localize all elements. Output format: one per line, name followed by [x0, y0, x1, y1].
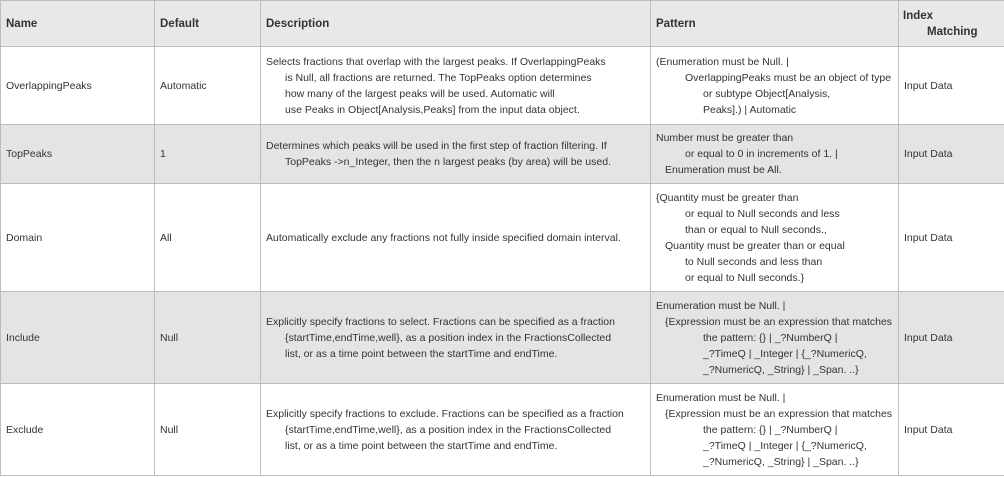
option-description [261, 125, 651, 184]
pattern-line: or equal to Null seconds.} [685, 271, 805, 284]
header-index-matching [899, 1, 1004, 47]
table-row [1, 47, 1004, 125]
option-description [261, 47, 651, 125]
header-name: Name [1, 1, 155, 47]
pattern-line: or equal to Null seconds and less [685, 207, 840, 220]
pattern-line: Peaks].) | Automatic [703, 103, 797, 116]
description-line: {startTime,endTime,well}, as a position index in the FractionsCollected [285, 423, 612, 436]
option-name: Domain [1, 184, 155, 292]
description-line: list, or as a time point between the startTime and endTime. [285, 439, 558, 452]
description-line: Explicitly specify fractions to select. Fractions can be specified as a fraction [266, 315, 615, 328]
pattern-line: OverlappingPeaks must be an object of type [685, 71, 892, 84]
option-pattern [651, 384, 899, 476]
pattern-line: or subtype Object[Analysis, [703, 87, 831, 100]
description-line: how many of the largest peaks will be used. Automatic will [285, 87, 555, 100]
description-line: Determines which peaks will be used in the first step of fraction filtering. If [266, 140, 607, 152]
option-default: Null [155, 384, 261, 476]
table-row [1, 125, 1004, 184]
pattern-line: Enumeration must be All. [665, 164, 782, 176]
option-name: Exclude [1, 384, 155, 476]
pattern-line: _?TimeQ | _Integer | {_?NumericQ, [703, 439, 867, 452]
option-name: TopPeaks [1, 125, 155, 184]
option-description [261, 292, 651, 384]
option-index-matching: Input Data [899, 184, 1004, 292]
description-line: is Null, all fractions are returned. The TopPeaks option determines [285, 71, 592, 84]
pattern-line: or equal to 0 in increments of 1. | [685, 148, 838, 160]
description-line: {startTime,endTime,well}, as a position index in the FractionsCollected [285, 331, 612, 344]
header-default: Default [155, 1, 261, 47]
description-line: Automatically exclude any fractions not fully inside specified domain interval. [266, 231, 621, 244]
pattern-line: Quantity must be greater than or equal [665, 239, 845, 252]
pattern-line: {Expression must be an expression that matches [665, 315, 893, 328]
description-line: Explicitly specify fractions to exclude. Fractions can be specified as a fraction [266, 407, 624, 420]
pattern-line: Enumeration must be Null. | [656, 299, 786, 312]
option-index-matching: Input Data [899, 47, 1004, 125]
option-description [261, 384, 651, 476]
pattern-line: Enumeration must be Null. | [656, 391, 786, 404]
pattern-line: than or equal to Null seconds., [685, 223, 827, 236]
option-index-matching: Input Data [899, 292, 1004, 384]
header-description: Description [261, 1, 651, 47]
option-default: Null [155, 292, 261, 384]
pattern-line: {Expression must be an expression that matches [665, 407, 893, 420]
pattern-line: Number must be greater than [656, 132, 794, 144]
option-default: Automatic [155, 47, 261, 125]
option-index-matching: Input Data [899, 125, 1004, 184]
pattern-line: (Enumeration must be Null. | [656, 55, 789, 68]
pattern-line: _?NumericQ, _String} | _Span. ..} [703, 363, 859, 376]
option-pattern [651, 47, 899, 125]
pattern-line: _?NumericQ, _String} | _Span. ..} [703, 455, 859, 468]
pattern-line: to Null seconds and less than [685, 255, 823, 268]
option-pattern [651, 292, 899, 384]
option-description [261, 184, 651, 292]
table-row [1, 384, 1004, 476]
option-default: 1 [155, 125, 261, 184]
description-line: Selects fractions that overlap with the largest peaks. If OverlappingPeaks [266, 55, 606, 68]
table-row [1, 292, 1004, 384]
description-line: list, or as a time point between the startTime and endTime. [285, 347, 558, 360]
option-pattern [651, 125, 899, 184]
option-default: All [155, 184, 261, 292]
table-row [1, 184, 1004, 292]
option-name: OverlappingPeaks [1, 47, 155, 125]
description-line: use Peaks in Object[Analysis,Peaks] from the input data object. [285, 103, 580, 116]
pattern-line: the pattern: {} | _?NumberQ | [703, 331, 838, 344]
header-index-line1: Index [903, 9, 934, 22]
pattern-line: _?TimeQ | _Integer | {_?NumericQ, [703, 347, 867, 360]
header-pattern: Pattern [651, 1, 899, 47]
pattern-line: the pattern: {} | _?NumberQ | [703, 423, 838, 436]
header-row [1, 1, 1004, 47]
description-line: TopPeaks ->n_Integer, then the n largest peaks (by area) will be used. [285, 156, 611, 168]
option-name: Include [1, 292, 155, 384]
header-index-line2: Matching [927, 25, 978, 38]
option-pattern [651, 184, 899, 292]
option-index-matching: Input Data [899, 384, 1004, 476]
pattern-line: {Quantity must be greater than [656, 191, 799, 204]
